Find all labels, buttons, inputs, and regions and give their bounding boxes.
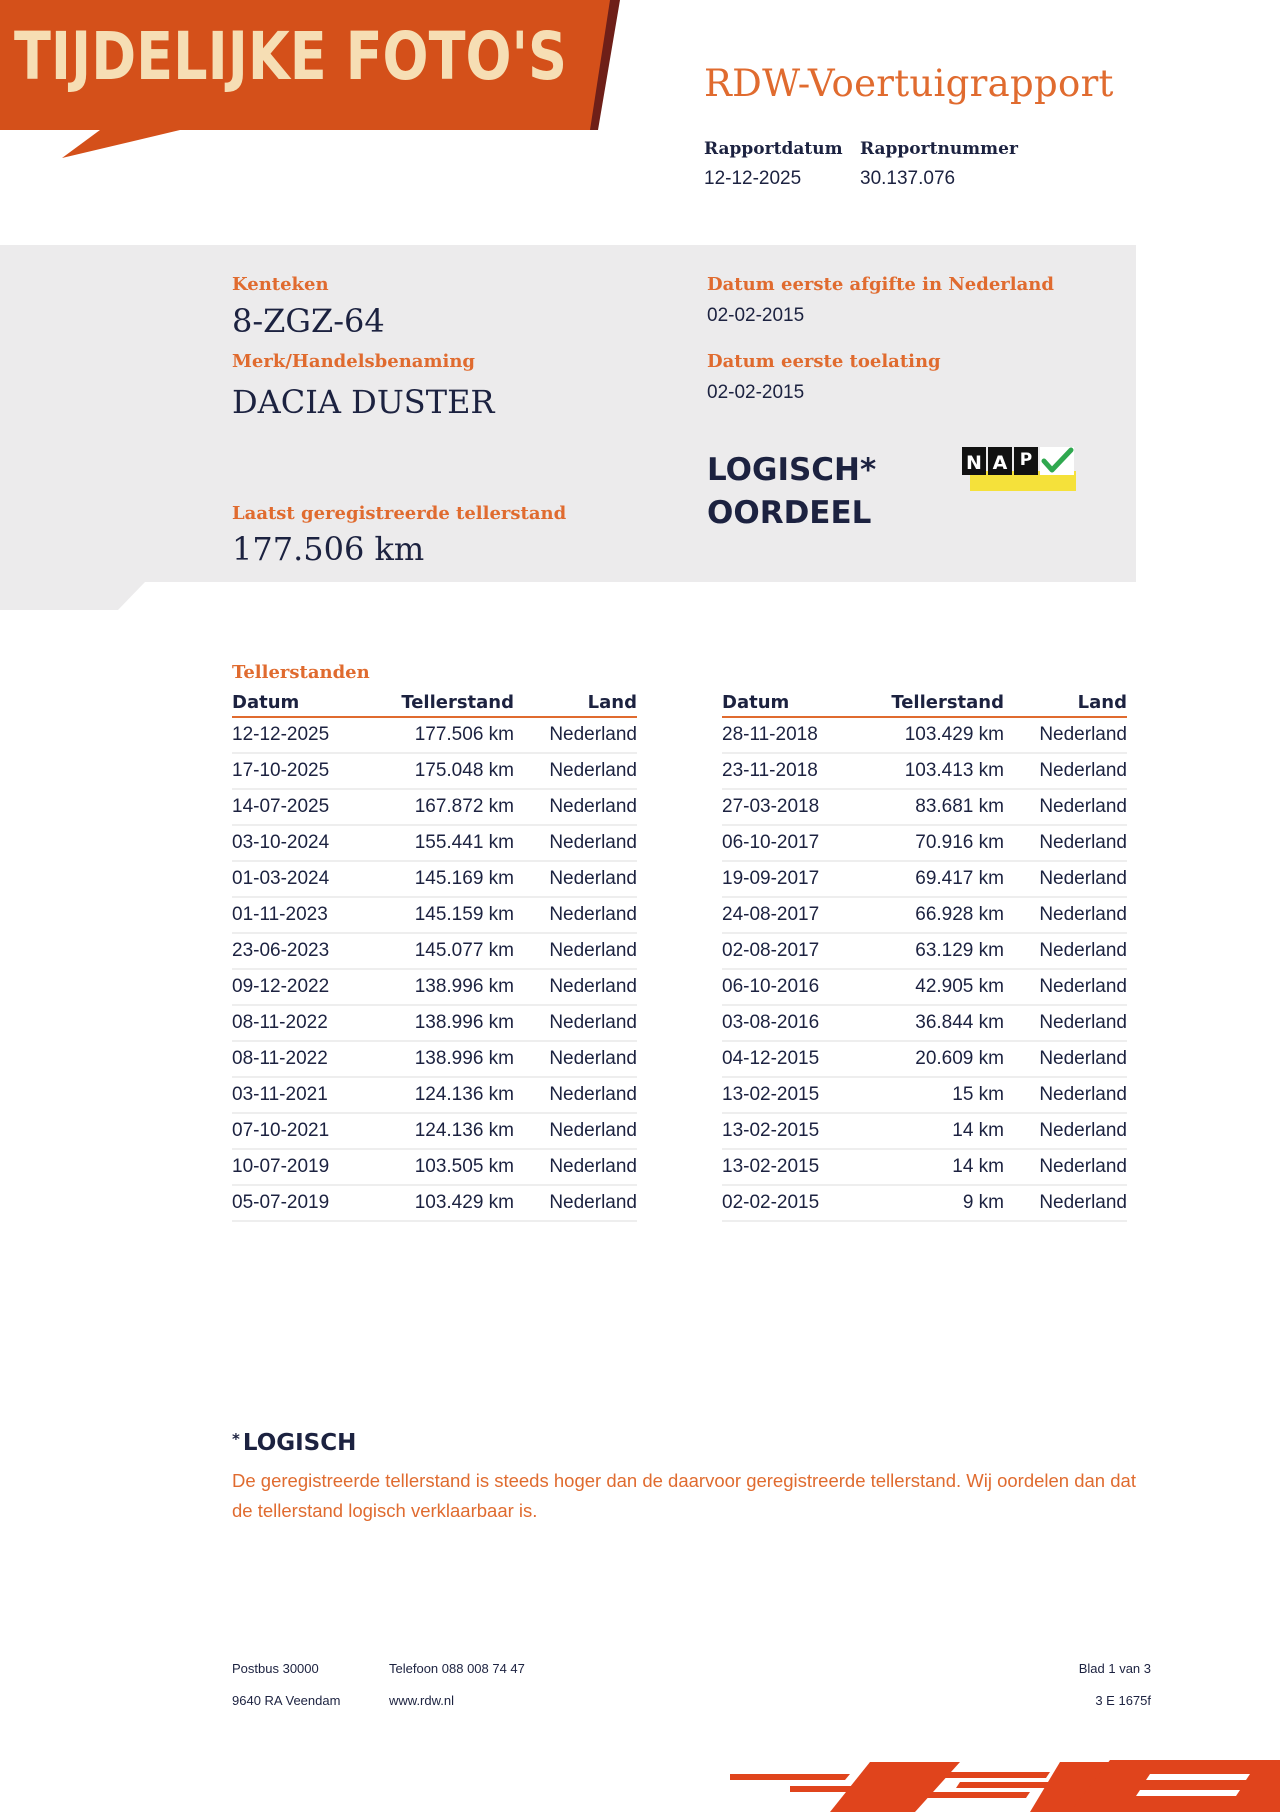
verdict-line-2: OORDEEL xyxy=(707,495,872,531)
table-row xyxy=(722,1005,1127,1041)
header-land: Land xyxy=(1004,690,1127,717)
rdw-stripes-logo xyxy=(730,1752,1280,1812)
table-row xyxy=(722,789,1127,825)
table-row xyxy=(722,825,1127,861)
cell-land: Nederland xyxy=(514,825,637,861)
table-row xyxy=(722,1041,1127,1077)
cell-land: Nederland xyxy=(1004,969,1127,1005)
table-row xyxy=(232,1077,637,1113)
cell-km: 167.872 km xyxy=(400,789,514,825)
cell-land: Nederland xyxy=(1004,933,1127,969)
header-km: Tellerstand xyxy=(400,690,514,717)
table-row xyxy=(232,897,637,933)
cell-km: 103.429 km xyxy=(400,1185,514,1221)
cell-date: 01-11-2023 xyxy=(232,897,400,933)
tellerstand-label: Laatst geregistreerde tellerstand xyxy=(232,503,567,524)
table-row xyxy=(722,933,1127,969)
cell-date: 06-10-2016 xyxy=(722,969,890,1005)
header-km: Tellerstand xyxy=(890,690,1004,717)
cell-land: Nederland xyxy=(514,861,637,897)
cell-km: 42.905 km xyxy=(890,969,1004,1005)
cell-km: 15 km xyxy=(890,1077,1004,1113)
table-row xyxy=(232,933,637,969)
cell-km: 103.505 km xyxy=(400,1149,514,1185)
cell-date: 24-08-2017 xyxy=(722,897,890,933)
table-row xyxy=(722,1149,1127,1185)
cell-land: Nederland xyxy=(1004,717,1127,753)
cell-land: Nederland xyxy=(1004,1005,1127,1041)
cell-land: Nederland xyxy=(1004,1041,1127,1077)
table-row xyxy=(232,1185,637,1221)
table-row xyxy=(722,1113,1127,1149)
cell-date: 01-03-2024 xyxy=(232,861,400,897)
cell-date: 05-07-2019 xyxy=(232,1185,400,1221)
cell-km: 124.136 km xyxy=(400,1113,514,1149)
odometer-section-title: Tellerstanden xyxy=(232,662,370,683)
nap-letter-n: N xyxy=(966,452,982,474)
cell-km: 66.928 km xyxy=(890,897,1004,933)
footer-code: 3 E 1675f xyxy=(1095,1693,1151,1708)
tellerstand-value: 177.506 km xyxy=(232,530,425,568)
note-text: De geregistreerde tellerstand is steeds hoger dan de daarvoor geregistreerde tellerstand. Wij oordelen dan dat de tellerstand logisch verklaarbaar is. xyxy=(232,1470,1136,1521)
table-row xyxy=(232,1113,637,1149)
cell-date: 17-10-2025 xyxy=(232,753,400,789)
footer-page-number: Blad 1 van 3 xyxy=(1078,1661,1151,1676)
cell-date: 23-06-2023 xyxy=(232,933,400,969)
cell-date: 28-11-2018 xyxy=(722,717,890,753)
banner-title: TIJDELIJKE FOTO'S xyxy=(14,18,568,95)
cell-date: 13-02-2015 xyxy=(722,1077,890,1113)
toelating-value: 02-02-2015 xyxy=(707,382,805,403)
cell-land: Nederland xyxy=(514,933,637,969)
cell-land: Nederland xyxy=(514,1149,637,1185)
table-row xyxy=(722,717,1127,753)
footer-postbus: Postbus 30000 xyxy=(232,1661,319,1676)
cell-km: 36.844 km xyxy=(890,1005,1004,1041)
cell-date: 08-11-2022 xyxy=(232,1005,400,1041)
footer-phone: Telefoon 088 008 74 47 xyxy=(389,1661,525,1676)
cell-land: Nederland xyxy=(514,1041,637,1077)
merk-value: DACIA DUSTER xyxy=(232,383,495,421)
table-row xyxy=(232,969,637,1005)
cell-land: Nederland xyxy=(514,1185,637,1221)
table-row xyxy=(722,861,1127,897)
merk-label: Merk/Handelsbenaming xyxy=(232,351,476,372)
cell-km: 69.417 km xyxy=(890,861,1004,897)
cell-km: 70.916 km xyxy=(890,825,1004,861)
cell-km: 124.136 km xyxy=(400,1077,514,1113)
cell-km: 145.169 km xyxy=(400,861,514,897)
cell-km: 138.996 km xyxy=(400,1041,514,1077)
cell-date: 13-02-2015 xyxy=(722,1113,890,1149)
header-land: Land xyxy=(514,690,637,717)
cell-km: 103.429 km xyxy=(890,717,1004,753)
note-title-text: LOGISCH xyxy=(242,1430,357,1456)
cell-km: 14 km xyxy=(890,1149,1004,1185)
cell-land: Nederland xyxy=(1004,897,1127,933)
cell-date: 27-03-2018 xyxy=(722,789,890,825)
cell-km: 63.129 km xyxy=(890,933,1004,969)
odometer-rows-left xyxy=(232,717,637,1221)
table-row xyxy=(232,753,637,789)
cell-km: 145.077 km xyxy=(400,933,514,969)
table-row xyxy=(722,897,1127,933)
table-row xyxy=(232,717,637,753)
cell-land: Nederland xyxy=(514,1077,637,1113)
toelating-label: Datum eerste toelating xyxy=(707,351,941,372)
cell-date: 03-08-2016 xyxy=(722,1005,890,1041)
cell-date: 13-02-2015 xyxy=(722,1149,890,1185)
cell-km: 138.996 km xyxy=(400,969,514,1005)
cell-km: 9 km xyxy=(890,1185,1004,1221)
table-row xyxy=(232,1149,637,1185)
cell-date: 10-07-2019 xyxy=(232,1149,400,1185)
cell-land: Nederland xyxy=(1004,753,1127,789)
cell-km: 138.996 km xyxy=(400,1005,514,1041)
table-row xyxy=(232,861,637,897)
header-date: Datum xyxy=(232,690,400,717)
note-title xyxy=(232,1430,356,1456)
footer-website[interactable]: www.rdw.nl xyxy=(389,1693,455,1708)
cell-land: Nederland xyxy=(514,1005,637,1041)
cell-km: 145.159 km xyxy=(400,897,514,933)
cell-date: 03-11-2021 xyxy=(232,1077,400,1113)
table-row xyxy=(232,1005,637,1041)
vehicle-info-panel xyxy=(0,245,1136,610)
table-row xyxy=(722,1077,1127,1113)
afgifte-label: Datum eerste afgifte in Nederland xyxy=(707,274,1054,295)
cell-date: 02-02-2015 xyxy=(722,1185,890,1221)
cell-date: 14-07-2025 xyxy=(232,789,400,825)
table-row xyxy=(722,1185,1127,1221)
cell-km: 83.681 km xyxy=(890,789,1004,825)
cell-land: Nederland xyxy=(514,753,637,789)
nap-logo xyxy=(960,445,1076,491)
cell-date: 03-10-2024 xyxy=(232,825,400,861)
odometer-rows-right xyxy=(722,717,1127,1221)
cell-land: Nederland xyxy=(1004,825,1127,861)
cell-land: Nederland xyxy=(1004,789,1127,825)
cell-km: 155.441 km xyxy=(400,825,514,861)
nap-letter-p: P xyxy=(1019,450,1033,470)
report-date-value: 12-12-2025 xyxy=(704,168,802,189)
cell-date: 08-11-2022 xyxy=(232,1041,400,1077)
table-row xyxy=(722,753,1127,789)
cell-date: 07-10-2021 xyxy=(232,1113,400,1149)
cell-date: 04-12-2015 xyxy=(722,1041,890,1077)
cell-date: 06-10-2017 xyxy=(722,825,890,861)
cell-km: 177.506 km xyxy=(400,717,514,753)
header-date: Datum xyxy=(722,690,890,717)
cell-land: Nederland xyxy=(1004,1113,1127,1149)
cell-date: 19-09-2017 xyxy=(722,861,890,897)
verdict-line-1: LOGISCH* xyxy=(707,452,877,488)
cell-land: Nederland xyxy=(514,789,637,825)
cell-date: 23-11-2018 xyxy=(722,753,890,789)
cell-land: Nederland xyxy=(1004,1185,1127,1221)
note-star: * xyxy=(232,1430,240,1448)
cell-land: Nederland xyxy=(514,1113,637,1149)
table-row xyxy=(722,969,1127,1005)
cell-land: Nederland xyxy=(514,969,637,1005)
kenteken-value: 8-ZGZ-64 xyxy=(232,302,385,340)
table-row xyxy=(232,1041,637,1077)
report-title: RDW-Voertuigrapport xyxy=(704,62,1114,105)
footer-city: 9640 RA Veendam xyxy=(232,1693,341,1708)
report-date-label: Rapportdatum xyxy=(704,139,843,159)
cell-date: 09-12-2022 xyxy=(232,969,400,1005)
odometer-table-left xyxy=(232,690,637,1222)
odometer-table-right xyxy=(722,690,1127,1222)
cell-km: 103.413 km xyxy=(890,753,1004,789)
cell-date: 12-12-2025 xyxy=(232,717,400,753)
cell-land: Nederland xyxy=(1004,861,1127,897)
table-row xyxy=(232,789,637,825)
cell-land: Nederland xyxy=(1004,1149,1127,1185)
cell-km: 175.048 km xyxy=(400,753,514,789)
kenteken-label: Kenteken xyxy=(232,274,329,295)
cell-km: 14 km xyxy=(890,1113,1004,1149)
cell-land: Nederland xyxy=(1004,1077,1127,1113)
cell-land: Nederland xyxy=(514,717,637,753)
nap-letter-a: A xyxy=(992,452,1008,474)
cell-km: 20.609 km xyxy=(890,1041,1004,1077)
cell-date: 02-08-2017 xyxy=(722,933,890,969)
report-number-label: Rapportnummer xyxy=(860,139,1018,159)
cell-land: Nederland xyxy=(514,897,637,933)
table-row xyxy=(232,825,637,861)
report-number-value: 30.137.076 xyxy=(860,168,956,189)
afgifte-value: 02-02-2015 xyxy=(707,305,805,326)
